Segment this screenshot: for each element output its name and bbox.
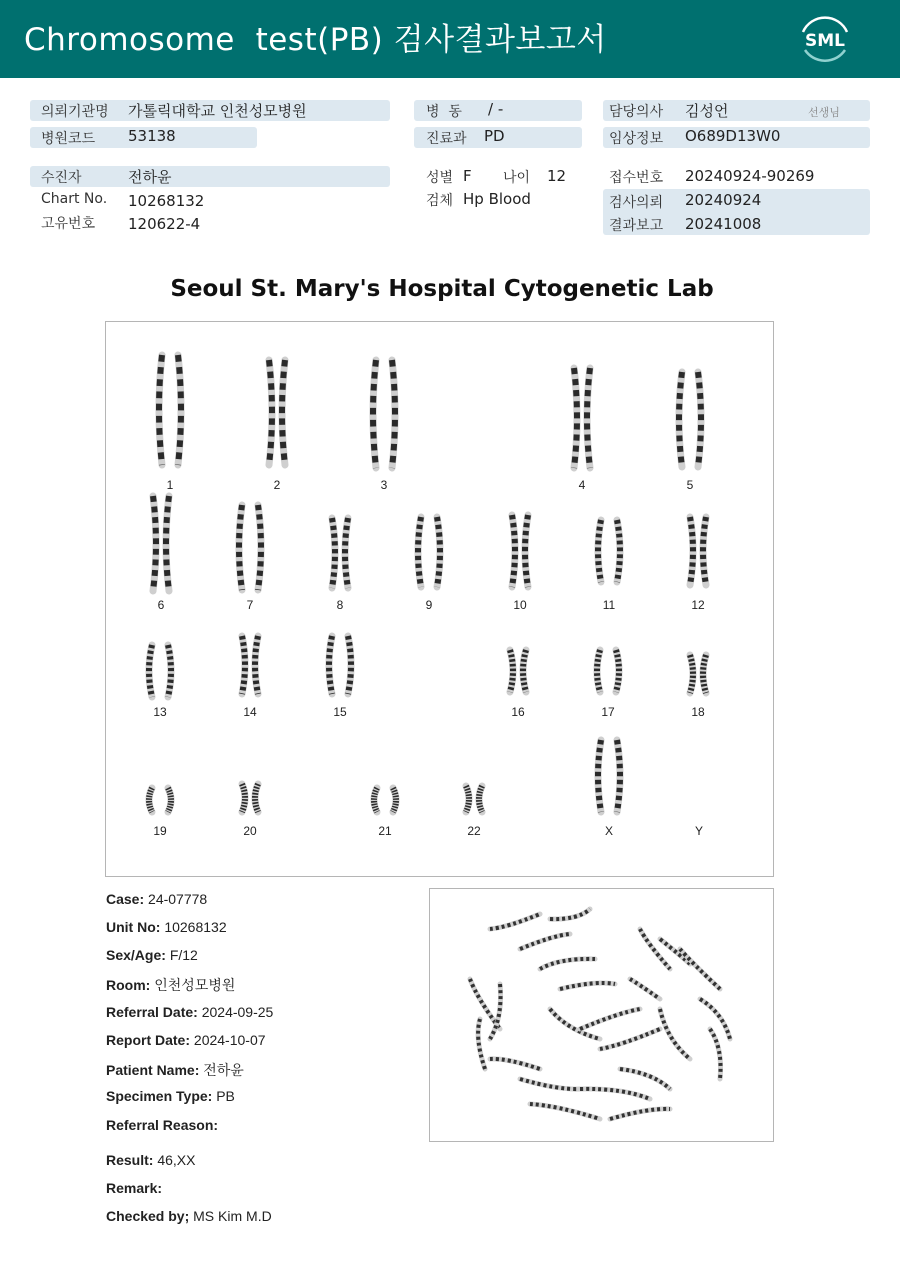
metaphase-chromosome <box>520 934 570 949</box>
checked-value: MS Kim M.D <box>193 1208 272 1224</box>
chromosome-8 <box>345 518 348 588</box>
referral-reason-line: Referral Reason: <box>106 1117 219 1133</box>
metaphase-chromosome <box>520 1079 580 1089</box>
metaphase-chromosome <box>580 1009 640 1029</box>
room-line: Room: 인천성모병원 <box>106 977 236 993</box>
specimen-type-value: PB <box>216 1088 235 1104</box>
chromosome-4 <box>574 368 577 468</box>
chromosome-18 <box>690 655 693 693</box>
chromosome-20 <box>242 784 245 812</box>
metaphase-chromosome <box>540 959 595 969</box>
unit-value: 10268132 <box>164 919 227 935</box>
chromosome-9 <box>437 517 440 587</box>
unique-label: 고유번호 <box>41 216 96 232</box>
doctor-label: 담당의사 <box>609 104 664 120</box>
chromosome-8 <box>332 518 335 588</box>
chromosome-21 <box>393 788 396 812</box>
chromosome-21 <box>374 788 377 812</box>
specimen-value: Hp Blood <box>463 190 531 208</box>
chromosome-4 <box>587 368 590 468</box>
chromosome-X <box>598 740 601 812</box>
chromosome-label-22: 22 <box>467 824 481 838</box>
chromosome-19 <box>168 788 171 812</box>
chromosome-5 <box>679 372 682 467</box>
specimen-label: 검체 <box>426 193 454 209</box>
dept-label: 진료과 <box>426 131 467 147</box>
clinical-label: 임상정보 <box>609 131 664 147</box>
metaphase-chromosome <box>490 914 540 929</box>
result-value: 46,XX <box>157 1152 196 1168</box>
chromosome-label-8: 8 <box>336 598 344 612</box>
chromosome-18 <box>703 655 706 693</box>
report-label: 결과보고 <box>609 218 664 234</box>
age-value: 12 <box>547 167 567 185</box>
report-date-line: Report Date: 2024-10-07 <box>106 1032 266 1048</box>
result-line: Result: 46,XX <box>106 1152 196 1168</box>
chromosome-22 <box>466 786 469 812</box>
metaphase-chromosome <box>610 1109 670 1119</box>
chromosome-label-21: 21 <box>378 824 392 838</box>
chromosome-label-14: 14 <box>243 705 257 719</box>
chromosome-label-20: 20 <box>243 824 257 838</box>
patient-label: 수진자 <box>41 170 82 186</box>
karyotype-panel <box>105 321 774 877</box>
metaphase-chromosome <box>530 1104 600 1119</box>
dept-value: PD <box>484 127 505 145</box>
chromosome-7 <box>239 505 242 590</box>
report-title: Chromosome test(PB) 검사결과보고서 <box>24 22 607 58</box>
chromosome-6 <box>166 496 169 591</box>
doctor-suffix: 선생님 <box>808 106 840 119</box>
metaphase-chromosome <box>680 949 720 989</box>
info-bar <box>30 166 390 187</box>
doctor-value: 김성언 <box>685 102 729 120</box>
chromosome-13 <box>168 645 171 697</box>
chromosome-16 <box>510 650 513 692</box>
chromosome-6 <box>153 496 156 591</box>
lab-title: Seoul St. Mary's Hospital Cytogenetic Lab <box>170 276 714 302</box>
specimen-type-line: Specimen Type: PB <box>106 1088 235 1104</box>
metaphase-chromosome <box>580 1089 650 1099</box>
unit-line: Unit No: 10268132 <box>106 919 227 935</box>
chromosome-11 <box>617 520 620 582</box>
metaphase-chromosome <box>560 983 615 989</box>
chromosome-label-9: 9 <box>425 598 433 612</box>
referral-org-value: 가톨릭대학교 인천성모병원 <box>128 102 307 120</box>
metaphase-panel <box>429 888 774 1142</box>
report-header <box>0 0 900 78</box>
logo-text: SML <box>805 31 845 51</box>
metaphase-chromosome <box>660 1009 690 1059</box>
chromosome-12 <box>690 517 693 585</box>
chromosome-label-X: X <box>604 824 613 838</box>
unique-value: 120622-4 <box>128 215 201 233</box>
hospital-code-value: 53138 <box>128 127 176 145</box>
report-value: 20241008 <box>685 215 762 233</box>
chromosome-5 <box>698 372 701 467</box>
metaphase-chromosome <box>600 1029 660 1049</box>
chromosome-9 <box>418 517 421 587</box>
chromosome-14 <box>255 636 258 694</box>
chromosome-3 <box>373 360 376 468</box>
referral-date-line: Referral Date: 2024-09-25 <box>106 1004 274 1020</box>
clinical-value: O689D13W0 <box>685 127 781 145</box>
case-line: Case: 24-07778 <box>106 891 208 907</box>
chromosome-X <box>617 740 620 812</box>
metaphase-image <box>430 889 773 1141</box>
chromosome-3 <box>392 360 395 468</box>
chart-label: Chart No. <box>41 191 108 207</box>
chromosome-label-10: 10 <box>513 598 527 612</box>
patient-name-value: 전하윤 <box>203 1062 244 1078</box>
chromosome-label-2: 2 <box>273 478 281 492</box>
chromosome-15 <box>348 636 351 694</box>
chromosome-19 <box>149 788 152 812</box>
chromosome-20 <box>255 784 258 812</box>
metaphase-chromosome <box>478 1019 485 1069</box>
chromosome-label-16: 16 <box>511 705 525 719</box>
referral-org-label: 의뢰기관명 <box>41 104 109 120</box>
metaphase-chromosome <box>710 1029 721 1079</box>
sex-value: F <box>463 167 472 185</box>
request-value: 20240924 <box>685 191 762 209</box>
chromosome-17 <box>616 650 619 692</box>
request-label: 검사의뢰 <box>609 195 664 211</box>
sexage-line: Sex/Age: F/12 <box>106 947 198 963</box>
chromosome-label-1: 1 <box>166 478 174 492</box>
age-label: 나이 <box>503 170 531 186</box>
chromosome-16 <box>523 650 526 692</box>
chart-value: 10268132 <box>128 192 205 210</box>
receipt-value: 20240924-90269 <box>685 167 815 185</box>
chromosome-1 <box>159 355 162 465</box>
chromosome-13 <box>149 645 152 697</box>
chromosome-label-7: 7 <box>246 598 254 612</box>
chromosome-12 <box>703 517 706 585</box>
room-value: 인천성모병원 <box>154 977 236 993</box>
chromosome-label-5: 5 <box>686 478 694 492</box>
sml-logo <box>795 10 855 68</box>
chromosome-2 <box>282 360 285 465</box>
hospital-code-label: 병원코드 <box>41 131 96 147</box>
sex-label: 성별 <box>426 170 454 186</box>
chromosome-label-15: 15 <box>333 705 347 719</box>
chromosome-label-12: 12 <box>691 598 705 612</box>
chromosome-label-4: 4 <box>578 478 586 492</box>
chromosome-label-11: 11 <box>602 598 616 612</box>
chromosome-label-18: 18 <box>691 705 705 719</box>
patient-value: 전하윤 <box>128 168 172 186</box>
ward-value: / - <box>488 100 504 118</box>
chromosome-14 <box>242 636 245 694</box>
patient-name-line: Patient Name: 전하윤 <box>106 1062 244 1078</box>
ward-label: 병 동 <box>426 104 462 120</box>
chromosome-label-13: 13 <box>153 705 167 719</box>
remark-line: Remark: <box>106 1180 163 1196</box>
chromosome-17 <box>597 650 600 692</box>
chromosome-22 <box>479 786 482 812</box>
sexage-value: F/12 <box>169 947 198 963</box>
case-value: 24-07778 <box>148 891 208 907</box>
checked-line: Checked by; MS Kim M.D <box>106 1208 272 1224</box>
chromosome-15 <box>329 636 332 694</box>
metaphase-chromosome <box>630 979 660 999</box>
chromosome-11 <box>598 520 601 582</box>
metaphase-chromosome <box>620 1069 670 1089</box>
chromosome-10 <box>512 515 515 587</box>
report-date-value: 2024-10-07 <box>193 1032 266 1048</box>
metaphase-chromosome <box>640 929 670 969</box>
chromosome-label-6: 6 <box>157 598 165 612</box>
chromosome-label-17: 17 <box>601 705 615 719</box>
chromosome-1 <box>178 355 181 465</box>
chromosome-label-Y: Y <box>694 824 703 838</box>
receipt-label: 접수번호 <box>609 170 664 186</box>
chromosome-label-19: 19 <box>153 824 167 838</box>
referral-date-value: 2024-09-25 <box>201 1004 274 1020</box>
chromosome-7 <box>258 505 261 590</box>
chromosome-label-3: 3 <box>380 478 388 492</box>
metaphase-chromosome <box>550 909 590 919</box>
chromosome-2 <box>269 360 272 465</box>
chromosome-10 <box>525 515 528 587</box>
metaphase-chromosome <box>490 1059 540 1069</box>
